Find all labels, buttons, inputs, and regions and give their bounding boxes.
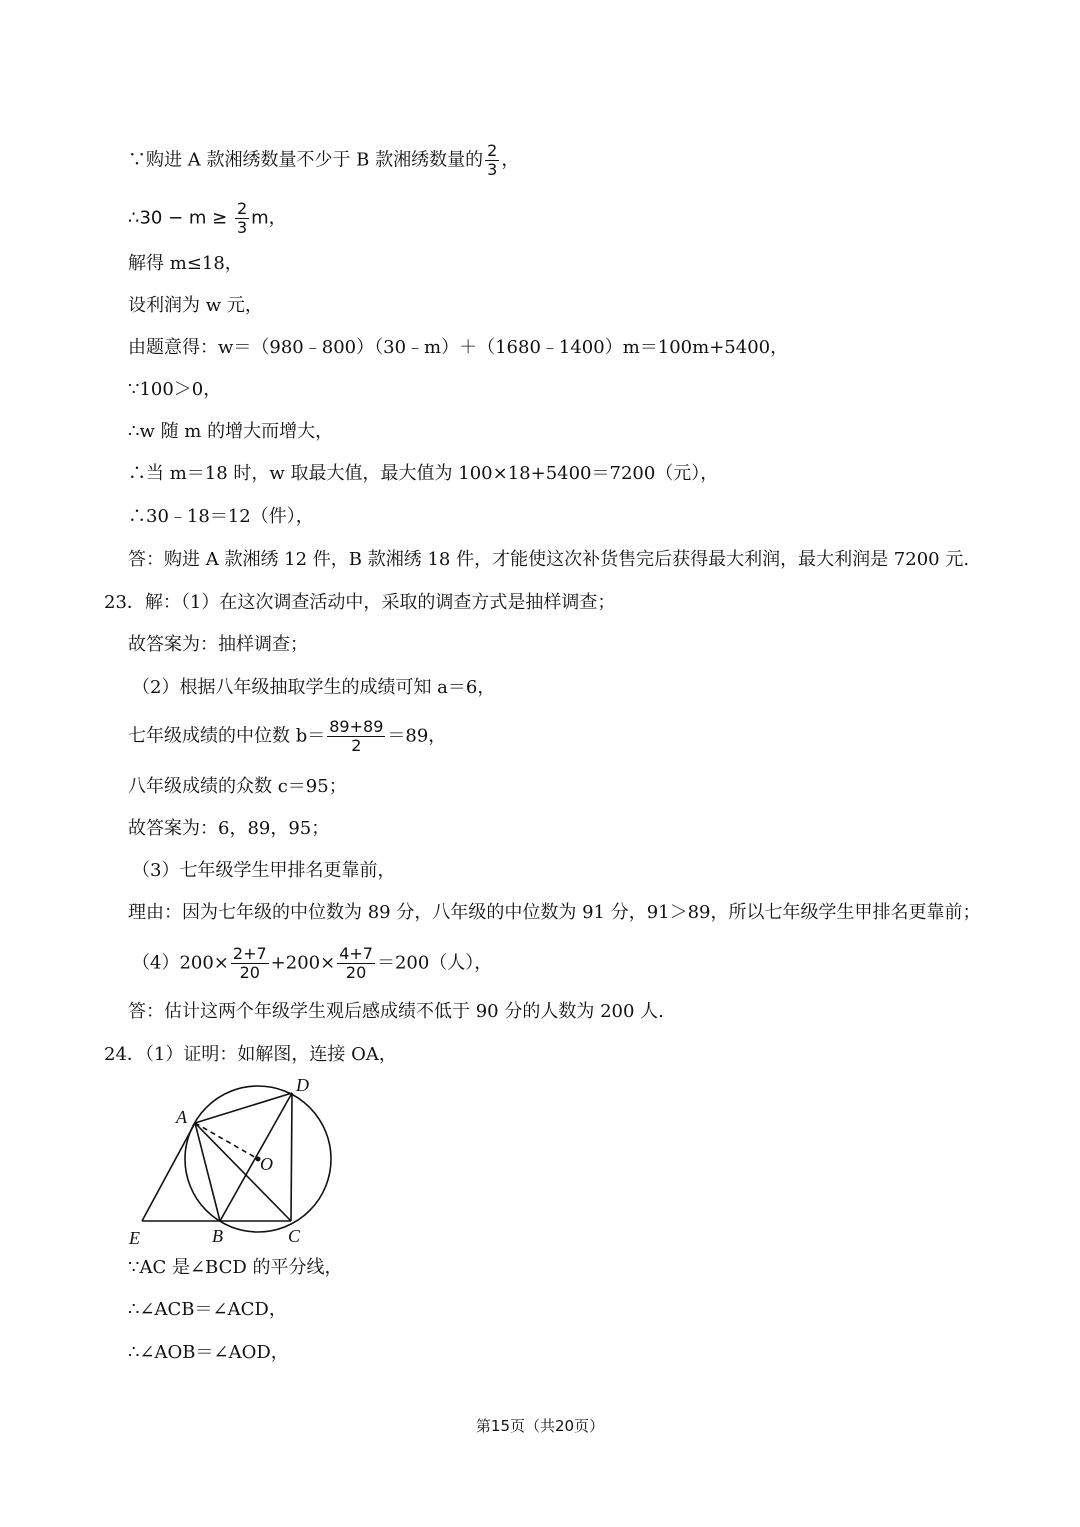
label-o: O: [260, 1154, 273, 1174]
text-line: 故答案为：6，89，95；: [128, 818, 330, 839]
text-segment: ∵购进 A 款湘绣数量不少于 B 款湘绣数量的: [128, 149, 484, 171]
text-segment: ∴30 − m ≥: [128, 207, 233, 229]
text-segment: ＝200（人），: [376, 952, 493, 974]
text-segment: +200×: [270, 952, 336, 974]
page-number-footer: 第15页（共20页）: [475, 1417, 605, 1435]
text-line: [128, 200, 287, 237]
numerator: 2: [236, 199, 248, 218]
fraction: [231, 945, 269, 982]
text-line: 解得 m≤18，: [128, 253, 243, 274]
denominator: 2: [351, 736, 362, 755]
text-line: （2）根据八年级抽取学生的成绩可知 a＝6，: [132, 677, 496, 698]
label-d: D: [296, 1075, 309, 1095]
numerator: 89+89: [329, 717, 384, 736]
text-segment: （4）200×: [132, 952, 229, 974]
numerator: 4+7: [339, 944, 373, 963]
segment-ab: [195, 1123, 220, 1221]
denominator: 3: [236, 218, 248, 237]
text-segment: ＝89，: [387, 725, 447, 747]
numerator: 2+7: [232, 944, 267, 963]
text-line: ∴30﹣18＝12（件），: [128, 506, 314, 527]
fraction: [235, 200, 249, 237]
text-line: ∴当 m＝18 时，w 取最大值，最大值为 100×18+5400＝7200（元），: [128, 463, 719, 484]
text-line: [128, 718, 446, 755]
segment-ac: [195, 1123, 291, 1221]
text-line: 设利润为 w 元，: [128, 295, 263, 316]
denominator: 3: [487, 160, 498, 179]
text-line: [132, 945, 492, 982]
text-line: 由题意得：w＝（980﹣800）（30﹣m）＋（1680﹣1400）m＝100m+5400，: [128, 337, 789, 358]
label-e: E: [129, 1228, 140, 1248]
text-line: 故答案为：抽样调查；: [128, 634, 308, 655]
label-c: C: [288, 1226, 301, 1246]
geometry-figure: [120, 1070, 340, 1250]
text-line: 答：购进 A 款湘绣 12 件，B 款湘绣 18 件，才能使这次补货售完后获得最大利润，最大利润是 7200 元.: [128, 549, 970, 570]
text-line: 理由：因为七年级的中位数为 89 分，八年级的中位数为 91 分，91＞89，所以七年级学生甲排名更靠前；: [128, 902, 981, 923]
fraction: [327, 718, 385, 755]
label-a: A: [176, 1107, 187, 1127]
text-line: ∴w 随 m 的增大而增大，: [128, 421, 334, 442]
text-line: 答：估计这两个年级学生观后感成绩不低于 90 分的人数为 200 人.: [128, 1001, 664, 1022]
denominator: 20: [345, 963, 367, 982]
segment-ea: [142, 1123, 195, 1221]
text-line: ∴∠ACB＝∠ACD，: [128, 1299, 287, 1320]
text-line: [128, 142, 519, 179]
question-24-heading: 24．（1）证明：如解图，连接 OA，: [104, 1044, 397, 1065]
text-line: 八年级成绩的众数 c＝95；: [128, 776, 347, 797]
segment-ao-dashed: [195, 1123, 258, 1159]
fraction: [337, 945, 375, 982]
fraction: [485, 142, 499, 179]
text-line: ∵100＞0，: [128, 379, 222, 400]
segment-dc: [291, 1093, 292, 1221]
numerator: 2: [487, 141, 498, 160]
denominator: 20: [239, 963, 260, 982]
label-b: B: [212, 1226, 223, 1246]
question-23-heading: 23．解：（1）在这次调查活动中，采取的调查方式是抽样调查；: [104, 592, 616, 613]
text-line: ∴∠AOB＝∠AOD，: [128, 1342, 289, 1363]
text-segment: 七年级成绩的中位数 b＝: [128, 725, 326, 747]
text-segment: m，: [251, 207, 287, 229]
text-line: ∵AC 是∠BCD 的平分线，: [128, 1257, 343, 1278]
text-segment: ，: [501, 149, 520, 171]
text-line: （3）七年级学生甲排名更靠前，: [132, 860, 396, 881]
